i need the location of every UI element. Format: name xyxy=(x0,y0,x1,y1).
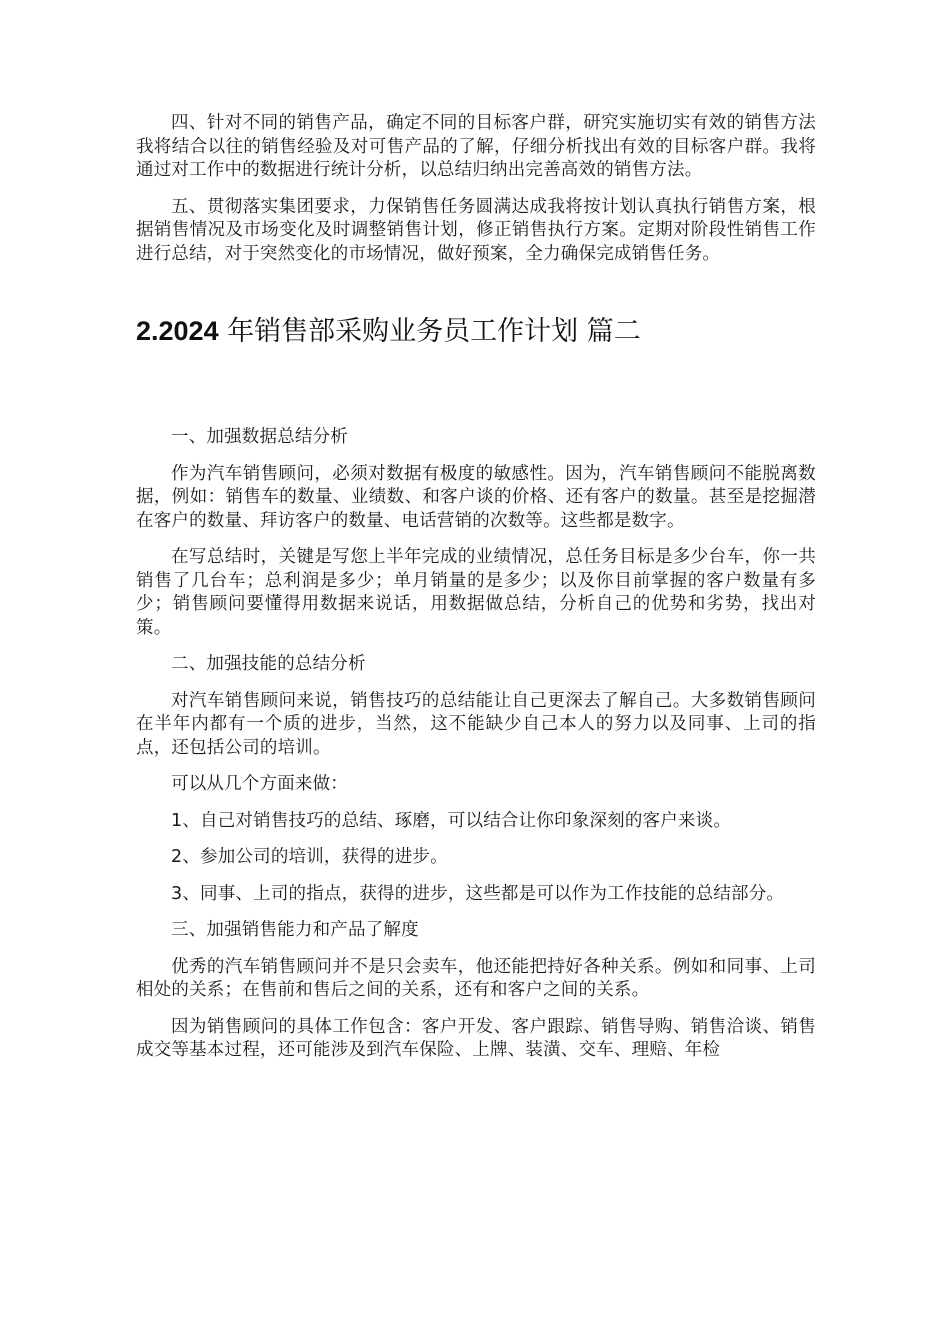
section-one xyxy=(136,112,816,266)
heading-spacer xyxy=(136,349,816,426)
document-page xyxy=(136,112,816,1076)
paragraph-aspects-intro: 可以从几个方面来做： xyxy=(171,774,348,794)
subheading-sales-ability: 三、加强销售能力和产品了解度 xyxy=(171,920,419,940)
section-heading xyxy=(136,314,816,349)
subheading-skill-analysis: 二、加强技能的总结分析 xyxy=(171,654,366,674)
subheading-data-analysis: 一、加强数据总结分析 xyxy=(171,427,348,447)
paragraph-item-five: 五、贯彻落实集团要求，力保销售任务圆满达成我将按计划认真执行销售方案，根据销售情况及市场变化及时调整销售计划，修正销售执行方案。定期对阶段性销售工作进行总结，对于突然变化的市场情况，做好预案，全力确保完成销售任务。 xyxy=(136,196,816,264)
paragraph-item-four: 四、针对不同的销售产品，确定不同的目标客户群，研究实施切实有效的销售方法我将结合以往的销售经验及对可售产品的了解，仔细分析找出有效的目标客户群。我将通过对工作中的数据进行统计分析，以总结归纳出完善高效的销售方法。 xyxy=(136,113,816,180)
list-item-1: 1、自己对销售技巧的总结、琢磨，可以结合让你印象深刻的客户来谈。 xyxy=(171,810,732,831)
paragraph-summary-writing: 在写总结时，关键是写您上半年完成的业绩情况，总任务目标是多少台车，你一共销售了几台车；总利润是多少；单月销量的是多少；以及你目前掌握的客户数量有多少；销售顾问要懂得用数据来说话，用数据做总结，分析自己的优势和劣势，找出对策。 xyxy=(136,547,816,638)
paragraph-relationships: 优秀的汽车销售顾问并不是只会卖车，他还能把持好各种关系。例如和同事、上司相处的关系；在售前和售后之间的关系，还有和客户之间的关系。 xyxy=(136,956,816,1000)
paragraph-data-sensitivity: 作为汽车销售顾问，必须对数据有极度的敏感性。因为，汽车销售顾问不能脱离数据，例如：销售车的数量、业绩数、和客户谈的价格、还有客户的数量。甚至是挖掘潜在客户的数量、拜访客户的数量、电话营销的次数等。这些都是数字。 xyxy=(136,463,816,531)
heading-number: 2.2024 xyxy=(136,316,219,346)
paragraph-sales-skills: 对汽车销售顾问来说，销售技巧的总结能让自己更深去了解自己。大多数销售顾问在半年内都有一个质的进步，当然，这不能缺少自己本人的努力以及同事、上司的指点，还包括公司的培训。 xyxy=(136,690,816,758)
section-two xyxy=(136,426,816,1063)
paragraph-work-scope: 因为销售顾问的具体工作包含：客户开发、客户跟踪、销售导购、销售洽谈、销售成交等基本过程，还可能涉及到汽车保险、上牌、装潢、交车、理赔、年检 xyxy=(136,1016,816,1060)
list-item-3: 3、同事、上司的指点，获得的进步，这些都是可以作为工作技能的总结部分。 xyxy=(171,883,785,904)
heading-title: 年销售部采购业务员工作计划 篇二 xyxy=(227,316,641,347)
list-item-2: 2、参加公司的培训，获得的进步。 xyxy=(171,847,448,867)
